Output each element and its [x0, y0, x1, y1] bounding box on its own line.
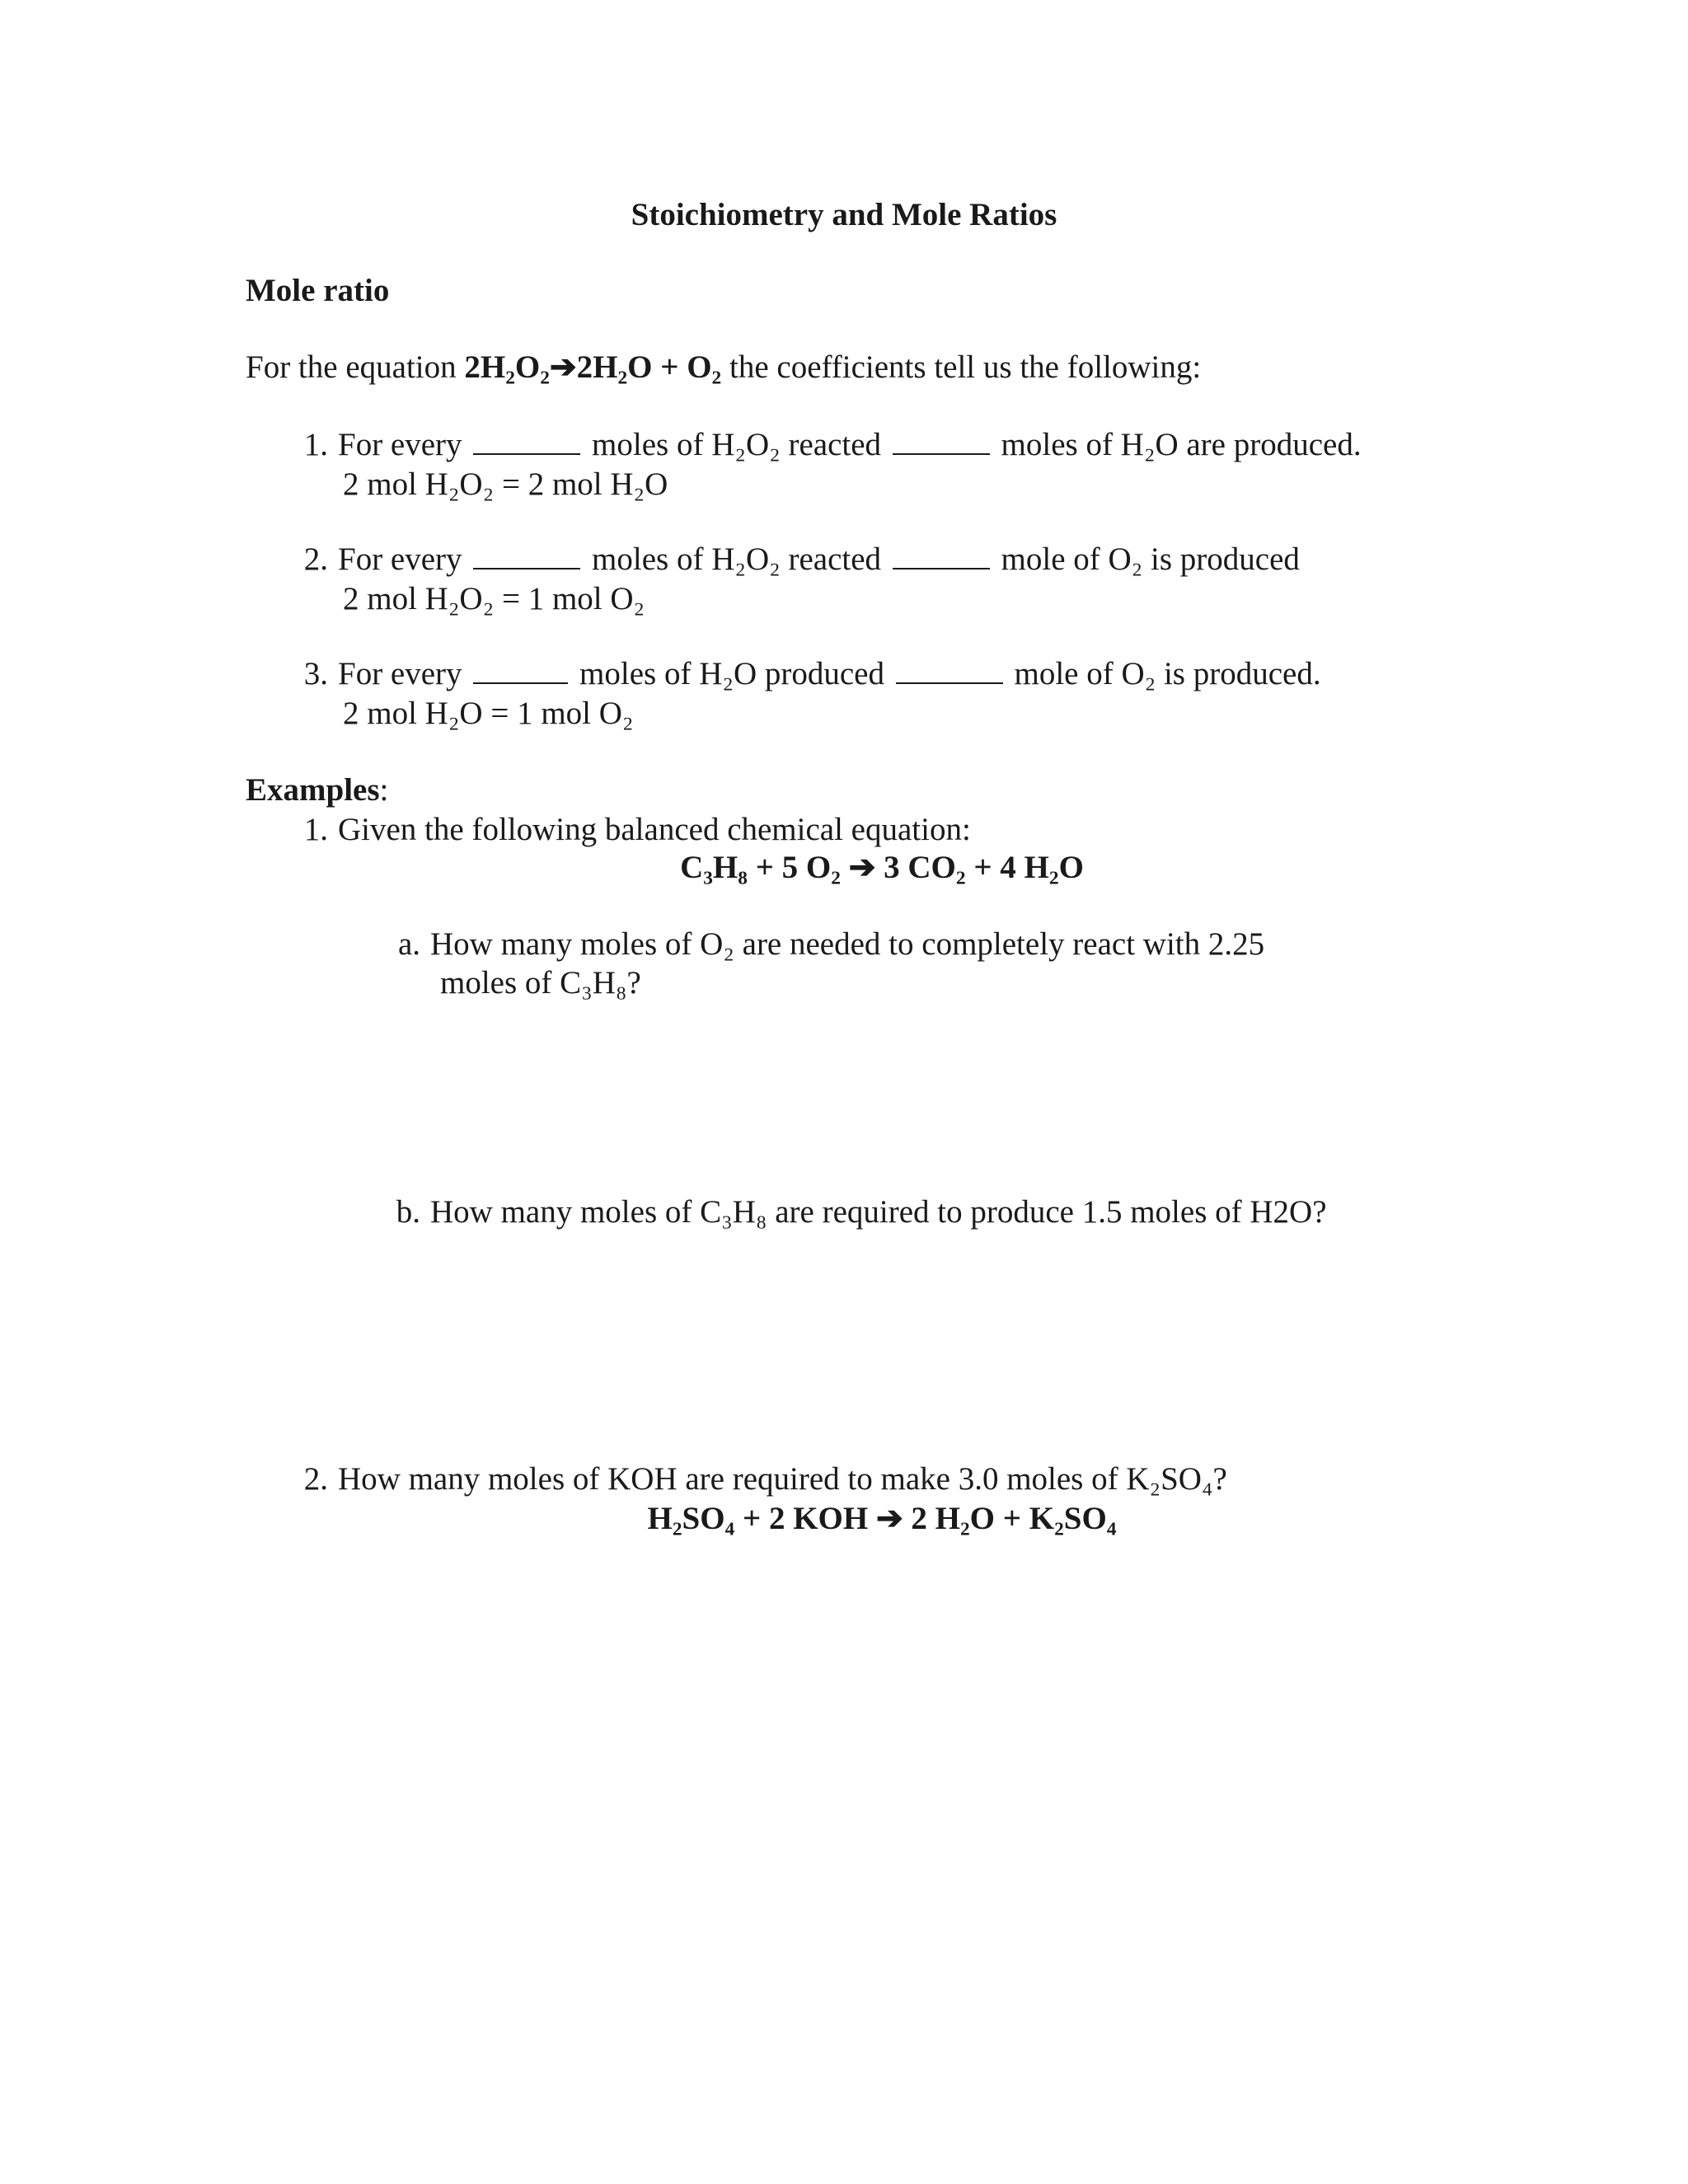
item-mid: moles of H₂O produced	[579, 656, 884, 692]
example-1b	[379, 1193, 1327, 1232]
answer-blank[interactable]	[473, 541, 580, 569]
item-number: 3.	[303, 656, 328, 692]
item-prefix: For every	[338, 541, 462, 578]
sub-question-text: How many moles of O₂ are needed to completely react with 2.25	[430, 926, 1265, 962]
ratio-item-2	[279, 541, 1300, 579]
item-suffix: moles of H₂O are produced.	[1001, 427, 1362, 463]
page-title: Stoichiometry and Mole Ratios	[631, 197, 1057, 232]
ratio-item-2-equivalence: 2 mol H₂O₂ = 1 mol O₂	[343, 581, 645, 616]
example-1a-line2: moles of C₃H₈?	[440, 965, 641, 1001]
sub-question-label: a.	[397, 926, 420, 962]
item-prefix: For every	[338, 656, 462, 692]
ratio-item-3	[279, 655, 1321, 694]
item-mid: moles of H₂O₂ reacted	[592, 541, 882, 578]
ratio-item-1-equivalence: 2 mol H₂O₂ = 2 mol H₂O	[343, 466, 668, 502]
example-2	[279, 1460, 1227, 1499]
intro-line	[246, 349, 1201, 387]
intro-before: For the equation	[246, 349, 465, 385]
examples-heading-colon: :	[379, 772, 389, 808]
example-2-equation: H₂SO₄ + 2 KOH ➔ 2 H₂O + K₂SO₄	[647, 1501, 1117, 1536]
item-number: 1.	[303, 427, 328, 463]
answer-blank[interactable]	[896, 655, 1003, 684]
example-number: 2.	[303, 1461, 328, 1497]
example-number: 1.	[303, 812, 328, 847]
examples-heading-text: Examples	[246, 772, 380, 808]
answer-blank[interactable]	[473, 426, 580, 455]
item-number: 2.	[303, 541, 328, 578]
sub-question-label: b.	[396, 1194, 420, 1230]
example-1	[279, 811, 971, 850]
sub-question-text: How many moles of C₃H₈ are required to produce 1.5 moles of H2O?	[430, 1194, 1327, 1230]
ratio-item-3-equivalence: 2 mol H₂O = 1 mol O₂	[343, 696, 634, 731]
intro-equation: 2H₂O₂➔2H₂O + O₂	[464, 349, 722, 385]
item-suffix: mole of O₂ is produced	[1001, 541, 1300, 578]
answer-blank[interactable]	[473, 655, 568, 684]
examples-heading	[246, 771, 388, 810]
ratio-item-1	[279, 426, 1362, 465]
item-prefix: For every	[338, 427, 462, 463]
intro-after: the coefficients tell us the following:	[721, 349, 1202, 385]
answer-blank[interactable]	[893, 426, 990, 455]
item-mid: moles of H₂O₂ reacted	[592, 427, 882, 463]
example-text: Given the following balanced chemical equation:	[338, 812, 971, 847]
answer-blank[interactable]	[893, 541, 990, 569]
item-suffix: mole of O₂ is produced.	[1014, 656, 1321, 692]
example-1a	[379, 926, 1264, 964]
section-heading-mole-ratio: Mole ratio	[246, 273, 390, 308]
example-1-equation: C₃H₈ + 5 O₂ ➔ 3 CO₂ + 4 H₂O	[680, 850, 1084, 885]
example-text: How many moles of KOH are required to make 3.0 moles of K₂SO₄?	[338, 1461, 1227, 1497]
